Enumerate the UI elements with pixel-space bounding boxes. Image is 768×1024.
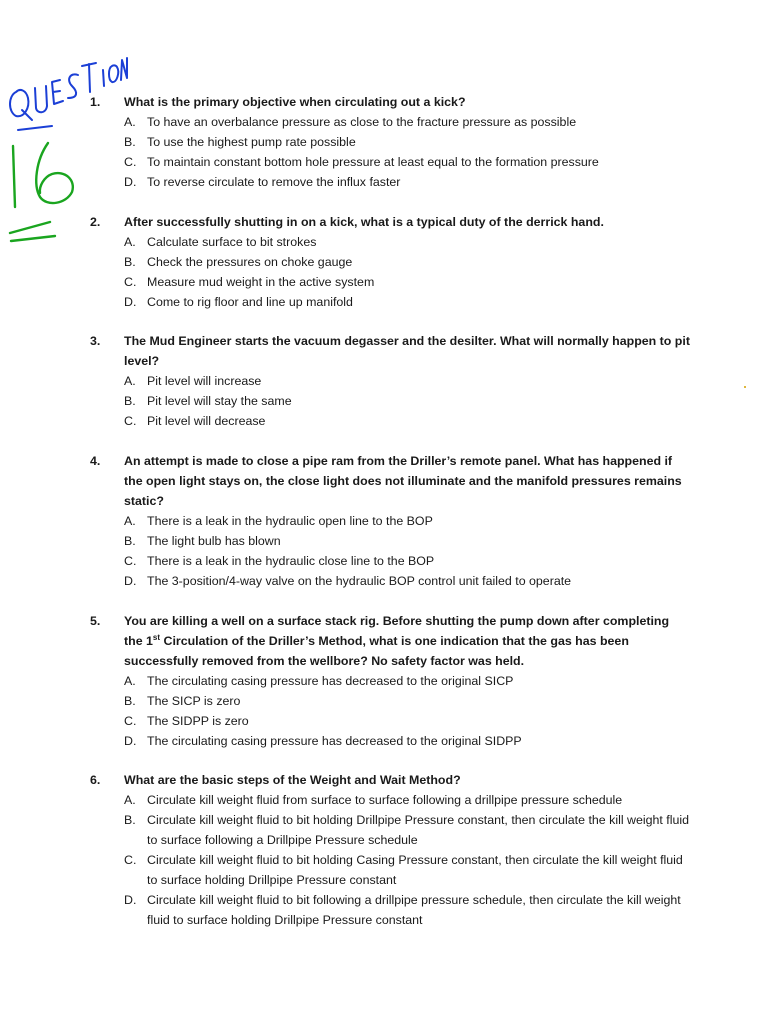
option-letter: B. (124, 694, 136, 708)
option-letter: C. (124, 554, 137, 568)
option-letter: B. (124, 534, 136, 548)
answer-option (90, 371, 690, 391)
answer-option (90, 731, 690, 751)
question-1 (90, 92, 690, 192)
question-text (124, 611, 690, 671)
question-text: The Mud Engineer starts the vacuum degasser and the desilter. What will normally happen to pit level? (124, 334, 690, 368)
answer-option (90, 551, 690, 571)
option-text: Pit level will decrease (147, 414, 266, 428)
option-letter: B. (124, 813, 136, 827)
option-letter: A. (124, 374, 136, 388)
answer-option (90, 152, 690, 172)
option-text: Circulate kill weight fluid from surface to surface following a drillpipe pressure schedule (147, 793, 623, 807)
option-text: The light bulb has blown (147, 534, 281, 548)
question-text-part: You are killing a well on a surface stack rig. Before shutting the pump down after completing the 1 (124, 614, 670, 648)
answer-option (90, 132, 690, 152)
option-text: Pit level will increase (147, 374, 262, 388)
option-letter: A. (124, 674, 136, 688)
question-3 (90, 331, 690, 431)
option-letter: D. (124, 734, 137, 748)
option-text: The circulating casing pressure has decreased to the original SIDPP (147, 734, 522, 748)
option-text: The circulating casing pressure has decreased to the original SICP (147, 674, 514, 688)
question-number: 2. (90, 215, 101, 229)
option-text: The SICP is zero (147, 694, 241, 708)
answer-option (90, 890, 690, 930)
option-text: Circulate kill weight fluid to bit holding Drillpipe Pressure constant, then circulate the kill weight fluid to surface following a Drillpipe Pressure schedule (147, 813, 690, 847)
option-letter: C. (124, 155, 137, 169)
option-text: Measure mud weight in the active system (147, 275, 375, 289)
answer-option (90, 292, 690, 312)
option-letter: D. (124, 175, 137, 189)
option-text: To have an overbalance pressure as close to the fracture pressure as possible (147, 115, 577, 129)
answer-option (90, 112, 690, 132)
answer-option (90, 571, 690, 591)
option-letter: B. (124, 135, 136, 149)
option-text: There is a leak in the hydraulic open line to the BOP (147, 514, 433, 528)
option-letter: D. (124, 893, 137, 907)
answer-option (90, 810, 690, 850)
option-text: To maintain constant bottom hole pressure at least equal to the formation pressure (147, 155, 599, 169)
question-text: An attempt is made to close a pipe ram from the Driller’s remote panel. What has happened if the open light stays on, the close light does not illuminate and the manifold pressures remains static? (124, 454, 682, 508)
question-2 (90, 212, 690, 312)
answer-option (90, 671, 690, 691)
option-letter: A. (124, 514, 136, 528)
option-text: Check the pressures on choke gauge (147, 255, 353, 269)
option-text: The 3-position/4-way valve on the hydraulic BOP control unit failed to operate (147, 574, 572, 588)
question-number: 4. (90, 454, 101, 468)
answer-option (90, 850, 690, 890)
question-text-part: Circulation of the Driller’s Method, what is one indication that the gas has been successfully removed from the wellbore? No safety factor was held. (124, 634, 629, 668)
option-text: Circulate kill weight fluid to bit holding Casing Pressure constant, then circulate the kill weight fluid to surface holding Drillpipe Pressure constant (147, 853, 683, 887)
question-text: What is the primary objective when circulating out a kick? (124, 95, 466, 109)
option-letter: C. (124, 853, 137, 867)
option-letter: B. (124, 394, 136, 408)
stray-dot (744, 386, 746, 388)
option-text: To use the highest pump rate possible (147, 135, 356, 149)
answer-option (90, 252, 690, 272)
option-letter: A. (124, 115, 136, 129)
option-letter: A. (124, 235, 136, 249)
answer-option (90, 691, 690, 711)
option-letter: C. (124, 275, 137, 289)
answer-option (90, 391, 690, 411)
option-letter: D. (124, 574, 137, 588)
option-letter: A. (124, 793, 136, 807)
option-letter: C. (124, 714, 137, 728)
option-text: Come to rig floor and line up manifold (147, 295, 353, 309)
question-4 (90, 451, 690, 591)
question-text: What are the basic steps of the Weight and Wait Method? (124, 773, 461, 787)
answer-option (90, 711, 690, 731)
question-number: 6. (90, 773, 101, 787)
option-text: Calculate surface to bit strokes (147, 235, 317, 249)
option-letter: D. (124, 295, 137, 309)
answer-option (90, 531, 690, 551)
answer-option (90, 790, 690, 810)
question-number: 5. (90, 614, 101, 628)
question-6 (90, 770, 690, 930)
answer-option (90, 511, 690, 531)
question-5 (90, 611, 690, 751)
option-letter: B. (124, 255, 136, 269)
option-text: There is a leak in the hydraulic close line to the BOP (147, 554, 435, 568)
question-text: After successfully shutting in on a kick, what is a typical duty of the derrick hand. (124, 215, 604, 229)
answer-option (90, 232, 690, 252)
handwritten-number-16 (10, 143, 73, 241)
option-text: Circulate kill weight fluid to bit following a drillpipe pressure schedule, then circulate the kill weight fluid to surface holding Drillpipe Pressure constant (147, 893, 681, 927)
question-number: 1. (90, 95, 101, 109)
answer-option (90, 272, 690, 292)
option-text: To reverse circulate to remove the influx faster (147, 175, 401, 189)
option-text: The SIDPP is zero (147, 714, 249, 728)
option-text: Pit level will stay the same (147, 394, 292, 408)
answer-option (90, 411, 690, 431)
option-letter: C. (124, 414, 137, 428)
question-number: 3. (90, 334, 101, 348)
ordinal-superscript: st (152, 632, 161, 642)
answer-option (90, 172, 690, 192)
